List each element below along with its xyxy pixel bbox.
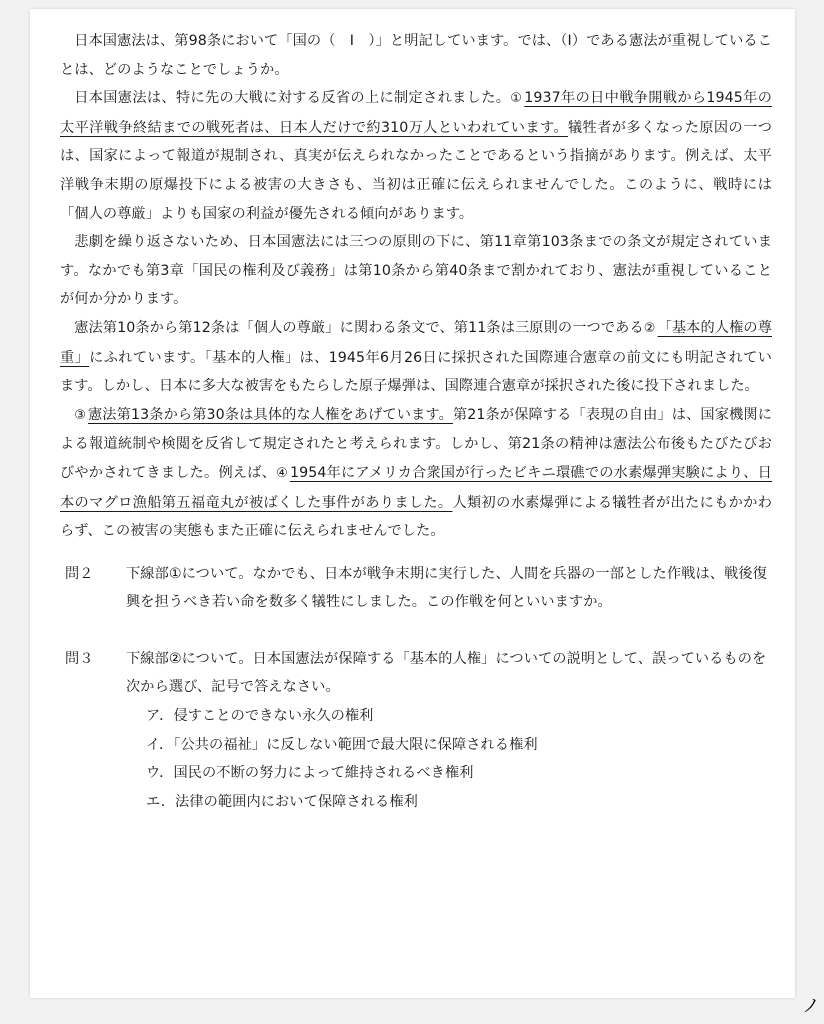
question [60,560,772,617]
paragraph [60,84,772,228]
underlined-passage: 1954年にアメリカ合衆国が行ったビキニ環礁での水素爆弾実験により、日本のマグロ漁船第五福竜丸が被ばくした事件がありました。 [60,464,772,511]
answer-option: ア．侵すことのできない永久の権利 [146,708,374,725]
questions [60,560,772,817]
answer-option: ウ．国民の不断の努力によって維持されるべき権利 [146,765,474,782]
paragraph [60,314,772,401]
question-text: 下線部②について。日本国憲法が保障する「基本的人権」についての説明として、誤っているものを次から選び、記号で答えなさい。 [126,650,767,696]
underlined-passage: 「基本的人権の尊重」 [60,319,772,366]
question [60,645,772,817]
document-content [60,27,772,816]
passage-text: 犠牲者が多くなった原因の一つは、国家によって報道が規制され、真実が伝えられなかったことであるという指摘があります。例えば、太平洋戦争末期の原爆投下による被害の大きさも、当初は正確に伝えられませんでした。このように、戦時には「個人の尊厳」よりも国家の利益が優先される傾向があります。 [60,119,772,222]
underline-marker: ① [510,91,523,107]
underline-marker: ④ [276,465,288,481]
underline-marker: ③ [74,407,86,423]
question-number: 問２ [65,565,94,582]
question-text: 下線部①について。なかでも、日本が戦争末期に実行した、人間を兵器の一部とした作戦は、戦後復興を担うべき若い命を数多く犠牲にしました。この作戦を何といいますか。 [126,565,767,611]
document-page [30,9,795,998]
answer-option: イ．「公共の福祉」に反しない範囲で最大限に保障される権利 [146,736,538,753]
answer-options [126,702,772,816]
paragraph [60,27,772,84]
passage [60,27,772,546]
paragraph [60,228,772,314]
underline-marker: ② [643,320,656,336]
passage-text: 日本国憲法は、第98条において「国の（ Ⅰ ）」と明記しています。では、（Ⅰ）である憲法が重視していることは、どのようなことでしょうか。 [60,33,772,78]
paragraph [60,401,772,546]
underlined-passage: 1937年の日中戦争開戦から1945年の太平洋戦争終結までの戦死者は、日本人だけで約310万人といわれています。 [60,90,772,136]
passage-text: 日本国憲法は、特に先の大戦に対する反省の上に制定されました。 [74,90,511,107]
answer-option: エ．法律の範囲内において保障される権利 [146,793,418,810]
passage-text: 人類初の水素爆弾による犠牲者が出たにもかかわらず、この被害の実態もまた正確に伝えられませんでした。 [60,494,773,540]
passage-text: 悲劇を繰り返さないため、日本国憲法には三つの原則の下に、第11章第103条までの条文が規定されています。なかでも第3章「国民の権利及び義務」は第10条から第40条まで割かれており、憲法が重視していることが何か分かります。 [60,234,772,308]
question-number: 問３ [65,650,94,667]
passage-text: 憲法第10条から第12条は「個人の尊厳」に関わる条文で、第11条は三原則の一つである [74,319,644,336]
page-corner-mark: ノ [802,996,820,1017]
underlined-passage: 憲法第13条から第30条は具体的な人権をあげています。 [87,406,453,423]
passage-text: にふれています。「基本的人権」は、1945年6月26日に採択された国際連合憲章の前文にも明記されています。しかし、日本に多大な被害をもたらした原子爆弾は、国際連合憲章が採択された後に投下されました。 [60,349,773,395]
passage-text: 第21条が保障する「表現の自由」は、国家機関による報道統制や検閲を反省して規定されたと考えられます。しかし、第21条の精神は憲法公布後もたびたびおびやかされてきました。例えば、 [60,406,773,481]
